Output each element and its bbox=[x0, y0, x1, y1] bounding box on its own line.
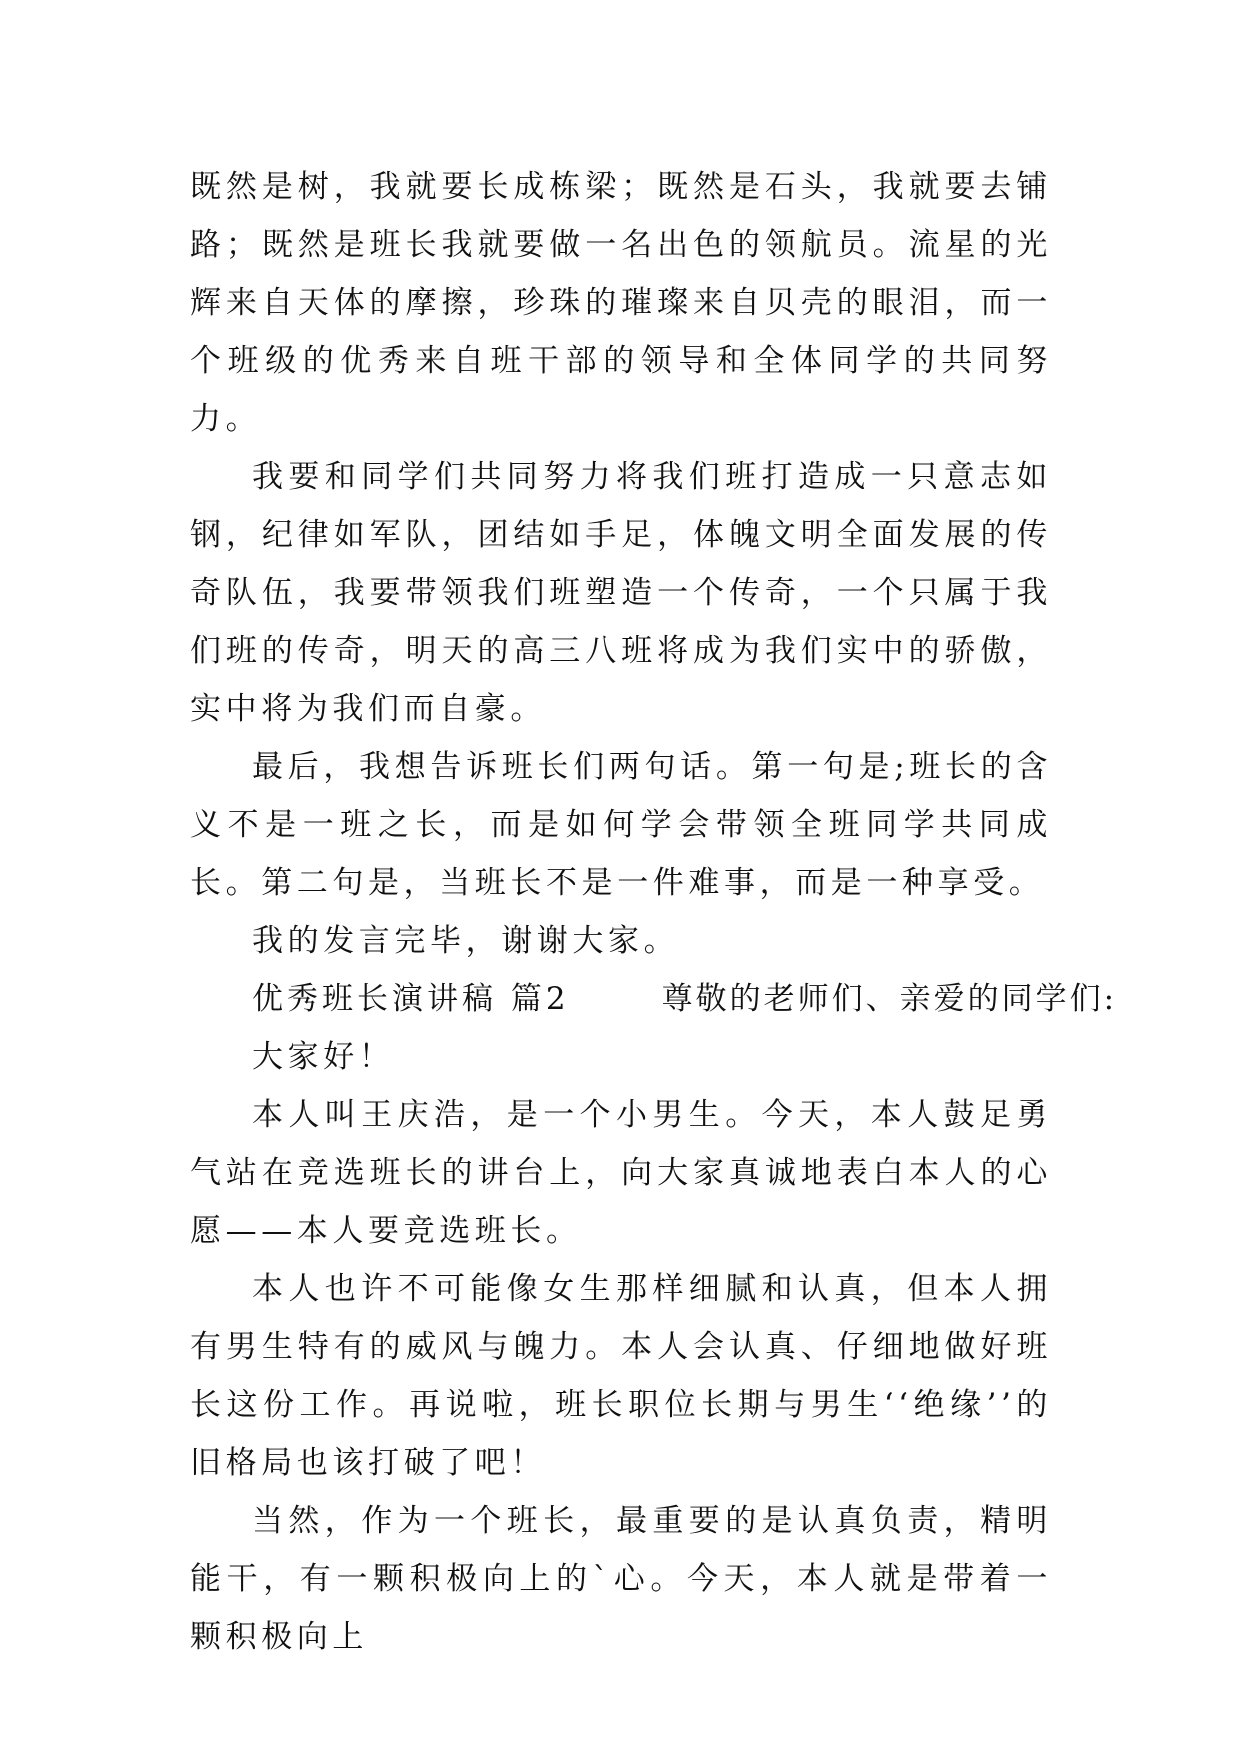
paragraph-1: 既然是树，我就要长成栋梁；既然是石头，我就要去铺路；既然是班长我就要做一名出色的领航员。流星的光辉来自天体的摩擦，珍珠的璀璨来自贝壳的眼泪，而一个班级的优秀来自班干部的领导和全体同学的共同努力。 bbox=[190, 169, 1052, 437]
paragraph-7: 本人也许不可能像女生那样细腻和认真，但本人拥有男生特有的威风与魄力。本人会认真、仔细地做好班长这份工作。再说啦，班长职位长期与男生‘‘绝缘’’的旧格局也该打破了吧！ bbox=[190, 1271, 1052, 1481]
section-title: 优秀班长演讲稿 篇2 bbox=[252, 981, 570, 1017]
paragraph-6: 本人叫王庆浩，是一个小男生。今天，本人鼓足勇气站在竞选班长的讲台上，向大家真诚地表白本人的心愿——本人要竞选班长。 bbox=[190, 1097, 1052, 1249]
paragraph-4: 我的发言完毕，谢谢大家。 bbox=[252, 923, 680, 959]
section-greeting: 尊敬的老师们、亲爱的同学们: bbox=[661, 981, 1118, 1017]
body-text bbox=[190, 158, 1118, 1666]
section-heading bbox=[190, 970, 1118, 1028]
paragraph-2: 我要和同学们共同努力将我们班打造成一只意志如钢，纪律如军队，团结如手足，体魄文明全面发展的传奇队伍，我要带领我们班塑造一个传奇，一个只属于我们班的传奇，明天的高三八班将成为我们实中的骄傲，实中将为我们而自豪。 bbox=[190, 459, 1052, 727]
paragraph-8: 当然，作为一个班长，最重要的是认真负责，精明能干，有一颗积极向上的`心。今天，本人就是带着一颗积极向上 bbox=[190, 1503, 1052, 1655]
paragraph-3: 最后，我想告诉班长们两句话。第一句是;班长的含义不是一班之长，而是如何学会带领全班同学共同成长。第二句是，当班长不是一件难事，而是一种享受。 bbox=[190, 749, 1052, 901]
paragraph-5: 大家好！ bbox=[252, 1039, 395, 1075]
